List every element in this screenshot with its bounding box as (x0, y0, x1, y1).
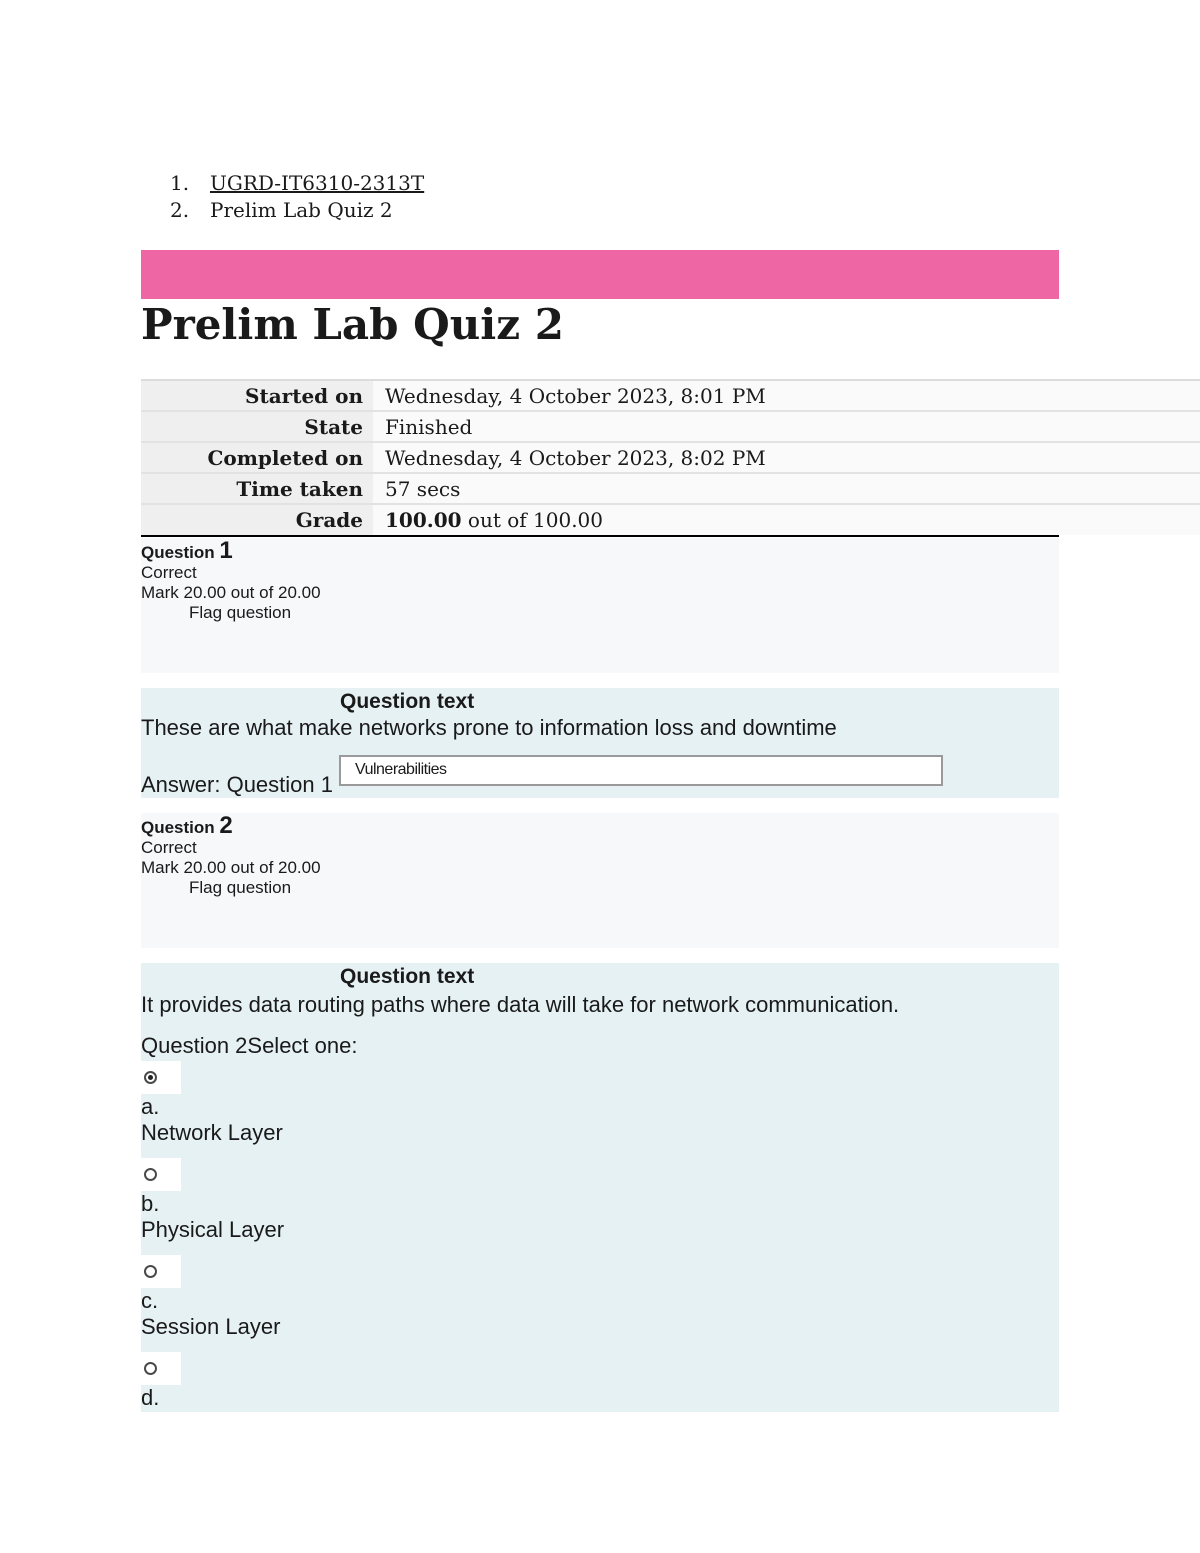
summary-label: State (141, 411, 373, 442)
radio-button[interactable] (144, 1168, 157, 1181)
page-title: Prelim Lab Quiz 2 (141, 300, 564, 349)
question-mark: Mark 20.00 out of 20.00 (141, 858, 321, 877)
question-info (141, 813, 1059, 948)
option-letter: c. (141, 1288, 159, 1313)
question-content (141, 963, 1059, 1412)
answer-option[interactable] (141, 1158, 284, 1243)
attempt-summary-table (141, 379, 1200, 535)
option-letter: b. (141, 1191, 160, 1216)
question-mark: Mark 20.00 out of 20.00 (141, 583, 321, 602)
breadcrumb-item (170, 197, 424, 224)
question-state: Correct (141, 563, 197, 582)
grade-total: out of 100.00 (461, 508, 604, 532)
summary-row (141, 473, 1200, 504)
answer-label: Answer: Question 1 (141, 772, 333, 797)
option-letter: d. (141, 1385, 160, 1410)
radio-button-selected[interactable] (144, 1071, 157, 1084)
summary-label: Started on (141, 380, 373, 411)
flag-question-link[interactable]: Flag question (189, 878, 292, 897)
option-letter: a. (141, 1094, 160, 1119)
summary-value: Wednesday, 4 October 2023, 8:01 PM (373, 380, 1200, 411)
question-text-heading: Question text (340, 690, 475, 713)
option-label[interactable]: Network Layer (141, 1120, 283, 1145)
summary-value: Finished (373, 411, 1200, 442)
summary-label: Completed on (141, 442, 373, 473)
radio-container[interactable] (141, 1158, 181, 1191)
option-label[interactable]: Physical Layer (141, 1217, 285, 1242)
grade-value: 100.00 (385, 508, 462, 532)
question-state: Correct (141, 838, 197, 857)
breadcrumb-current: Prelim Lab Quiz 2 (210, 198, 393, 222)
radio-button[interactable] (144, 1265, 157, 1278)
question-text-heading: Question text (340, 965, 475, 988)
answer-input[interactable]: Vulnerabilities (339, 755, 943, 786)
question-info (141, 538, 1059, 673)
summary-row (141, 411, 1200, 442)
select-one-label: Question 2Select one: (141, 1033, 358, 1058)
summary-value (373, 504, 1200, 535)
question-number: 1 (219, 537, 233, 564)
question-number: 2 (219, 812, 233, 839)
summary-label: Time taken (141, 473, 373, 504)
question-text: It provides data routing paths where data will take for network communication. (141, 992, 900, 1017)
summary-value: Wednesday, 4 October 2023, 8:02 PM (373, 442, 1200, 473)
question-text: These are what make networks prone to information loss and downtime (141, 715, 837, 740)
question-heading (141, 813, 1059, 838)
header-banner (141, 250, 1059, 299)
summary-row (141, 380, 1200, 411)
breadcrumb-number: 2. (170, 198, 190, 222)
option-label[interactable]: Session Layer (141, 1314, 281, 1339)
question-content (141, 688, 1059, 798)
summary-label: Grade (141, 504, 373, 535)
summary-value: 57 secs (373, 473, 1200, 504)
breadcrumb-link-course[interactable]: UGRD-IT6310-2313T (210, 171, 425, 195)
breadcrumb (170, 170, 424, 224)
radio-button[interactable] (144, 1362, 157, 1375)
radio-container[interactable] (141, 1255, 181, 1288)
question-prefix: Question (141, 818, 220, 837)
breadcrumb-item[interactable] (170, 170, 424, 197)
summary-row (141, 504, 1200, 535)
answer-option[interactable] (141, 1061, 283, 1146)
summary-row (141, 442, 1200, 473)
flag-question-link[interactable]: Flag question (189, 603, 292, 622)
divider (141, 535, 1059, 537)
breadcrumb-number: 1. (170, 171, 190, 195)
answer-option[interactable] (141, 1352, 181, 1411)
answer-option[interactable] (141, 1255, 280, 1340)
question-heading (141, 538, 1059, 563)
radio-container[interactable] (141, 1061, 181, 1094)
radio-container[interactable] (141, 1352, 181, 1385)
question-prefix: Question (141, 543, 220, 562)
